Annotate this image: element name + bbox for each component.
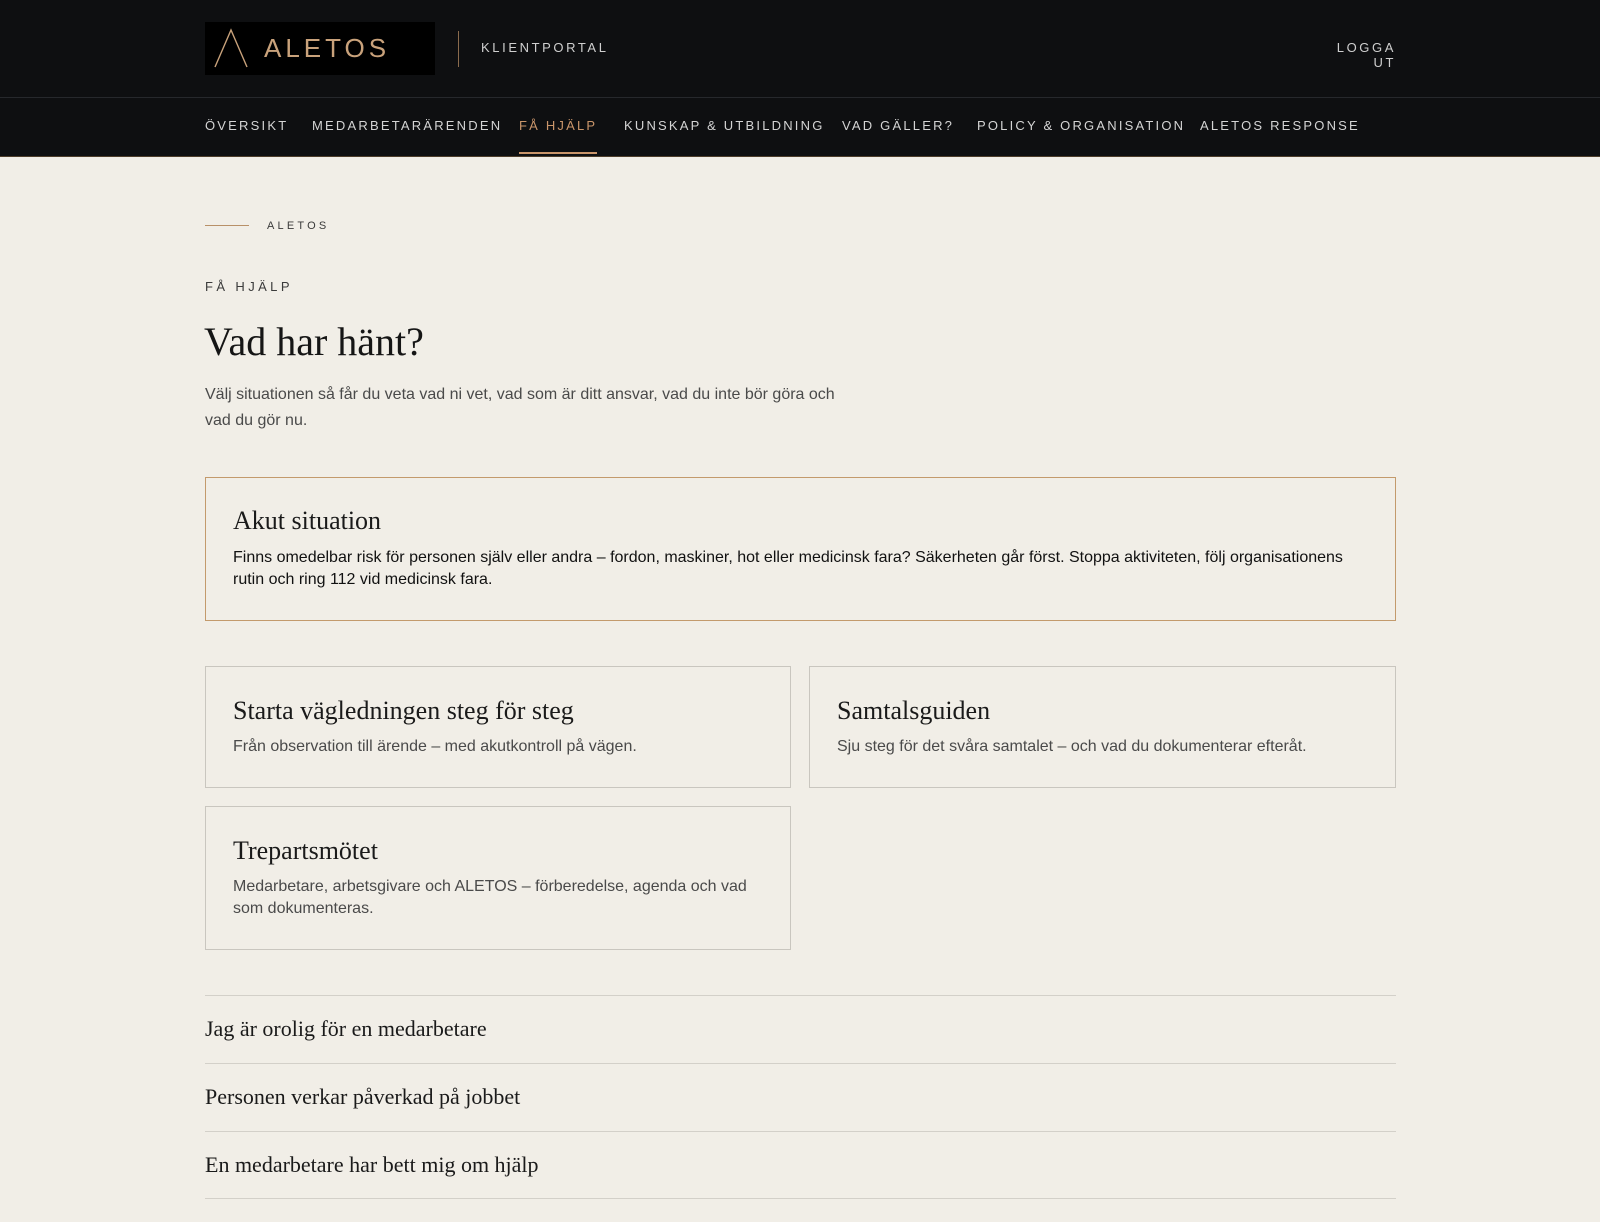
logo-text: ALETOS <box>264 33 391 63</box>
nav-item-fa-hjalp[interactable]: FÅ HJÄLP <box>519 98 597 156</box>
alert-text: Finns omedelbar risk för personen själv eller andra – fordon, maskiner, hot eller medicinsk fara? Säkerheten går först. Stoppa aktiviteten, följ organisationens rutin och ring 112 vid medicinsk fara. <box>233 549 1343 588</box>
aletos-logo[interactable] <box>205 22 435 75</box>
nav-item-policy-organisation[interactable]: POLICY & ORGANISATION <box>977 118 1186 133</box>
card-step-guide[interactable] <box>205 666 791 788</box>
card-title: Starta vägledningen steg för steg <box>233 696 574 725</box>
card-description: Från observation till ärende – med akutkontroll på vägen. <box>233 738 637 755</box>
main-nav <box>0 98 1600 157</box>
card-description: Sju steg för det svåra samtalet – och vad du dokumenterar efteråt. <box>837 738 1307 755</box>
nav-item-aletos-response[interactable]: ALETOS RESPONSE <box>1200 118 1360 133</box>
card-tripartite-meeting[interactable] <box>205 806 791 950</box>
list-divider <box>205 1198 1396 1199</box>
page-title: Vad har hänt? <box>204 319 424 364</box>
header-divider <box>458 31 459 67</box>
situation-row-worried[interactable]: Jag är orolig för en medarbetare <box>205 995 1396 1063</box>
intro-text: Välj situationen så får du veta vad ni vet, vad som är ditt ansvar, vad du inte bör göra och vad du gör nu. <box>205 386 835 429</box>
logo-a-mark-icon <box>211 28 251 68</box>
section-label: FÅ HJÄLP <box>205 279 293 294</box>
nav-item-medarbetararenden[interactable]: MEDARBETARÄRENDEN <box>312 118 503 133</box>
nav-item-vad-galler[interactable]: VAD GÄLLER? <box>842 118 955 133</box>
situation-row-impaired[interactable]: Personen verkar påverkad på jobbet <box>205 1063 1396 1131</box>
acute-situation-alert <box>205 477 1396 621</box>
nav-item-oversikt[interactable]: ÖVERSIKT <box>205 118 289 133</box>
eyebrow-line <box>205 225 249 226</box>
card-title: Samtalsguiden <box>837 696 991 725</box>
card-title: Trepartsmötet <box>233 836 378 865</box>
card-conversation-guide[interactable] <box>809 666 1396 788</box>
eyebrow-label: ALETOS <box>267 220 330 232</box>
portal-label: KLIENTPORTAL <box>481 40 609 55</box>
alert-title: Akut situation <box>233 506 382 535</box>
card-description: Medarbetare, arbetsgivare och ALETOS – förberedelse, agenda och vad som dokumenteras. <box>233 878 747 917</box>
situation-row-asked-for-help[interactable]: En medarbetare har bett mig om hjälp <box>205 1131 1396 1199</box>
nav-item-kunskap-utbildning[interactable]: KUNSKAP & UTBILDNING <box>624 118 825 133</box>
logout-link[interactable]: LOGGA UT <box>1336 40 1396 70</box>
top-header <box>0 0 1600 98</box>
